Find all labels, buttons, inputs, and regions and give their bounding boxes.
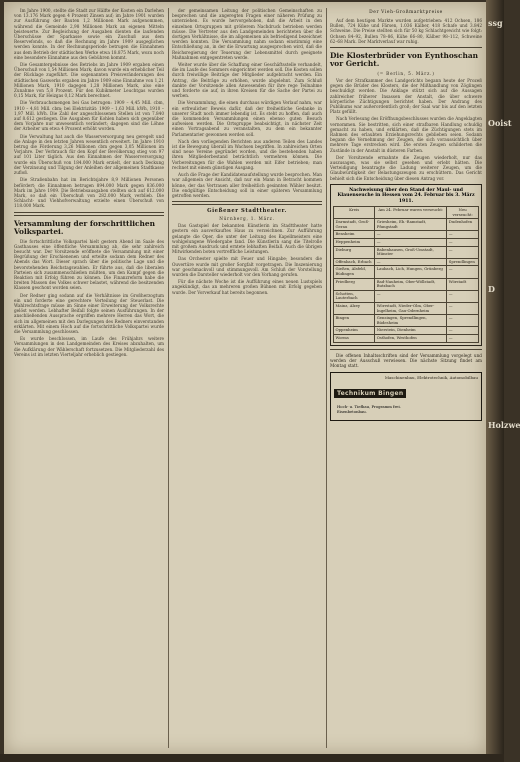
article-mid-dateline: Nürnberg, 1. März. bbox=[219, 216, 275, 222]
table-cell-kreis: Gießen, Alsfeld, Büdingen bbox=[334, 266, 375, 278]
adjacent-glyph: Holzwe bbox=[488, 420, 520, 430]
table-row bbox=[334, 278, 479, 290]
table-cell-neu: Wörstadt bbox=[447, 278, 479, 290]
table-cell-kreis: Darmstadt, Groß-Gerau bbox=[334, 219, 375, 231]
table-row bbox=[334, 246, 479, 258]
table-cell-kreis: Mainz, Alzey bbox=[334, 303, 375, 315]
table-header: Kreis bbox=[334, 207, 375, 219]
table-cell-seucht: — bbox=[375, 231, 447, 239]
notice-text: Die offenen Inhaltsschriften sind der Versammlung vorgelegt und werden der Ausschuß verwiesen. Die nächste Sitzung findet am Montag statt. bbox=[330, 352, 482, 368]
column-right bbox=[330, 8, 482, 748]
table-cell-kreis: Bensheim bbox=[334, 231, 375, 239]
column-middle bbox=[172, 8, 322, 748]
table-cell-seucht: Laubach, Lich, Hungen, Grünberg bbox=[375, 266, 447, 278]
table-cell-neu: Dudenhofen bbox=[447, 219, 479, 231]
body-text: Die Verwaltung hat auch die Wasserversorgung neu geregelt und die Anlage in den letzten Jahren wesentlich erweitert. Im Jahre 1910 betrug die Förderung 3,26 Millionen cbm gegen 3,05 Millionen im Vorjahre. Der Verbrauch für den Kopf der Bevölkerung stieg von 97 auf 101 Liter täglich. Aus den Einnahmen der Wasserversorgung wurde ein Überschuß von 184.000 Mark erzielt, der nach Deckung der Verzinsung und Tilgung der Anleihen der allgemeinen Stadtkasse zufloß. bbox=[14, 133, 164, 176]
table-cell-neu: — bbox=[447, 266, 479, 278]
table-cell-kreis: Friedberg bbox=[334, 278, 375, 290]
table-row bbox=[334, 219, 479, 231]
article-right-dateline: (= Berlin, 5. März.) bbox=[377, 71, 435, 77]
table-cell-neu: — bbox=[447, 327, 479, 335]
body-text: Das Gastspiel der bekannten Künstlerin im Stadttheater hatte gestern ein ausverkauftes Haus zu verzeichnen. Zur Aufführung gelangte die Oper, die unter der Leitung des Kapellmeisters eine wohlgelungene Wiedergabe fand. Die Künstlerin sang die Titelrolle mit großem Ausdruck und erntete lebhaften Beifall. Auch die übrigen Mitwirkenden boten vortreffliche Leistungen. bbox=[172, 223, 322, 255]
body-text: Die Versammlung, die einen durchaus würdigen Verlauf nahm, war ein erfreulicher Beweis dafür, daß der freiheitliche Gedanke in unserer Stadt noch immer lebendig ist. Es steht zu hoffen, daß auch die kommenden Versammlungen einen ebenso guten Besuch aufweisen werden. Die Ortsgruppe beabsichtigt, in nächster Zeit einen Vortragsabend zu veranstalten, zu dem ein bekannter Parlamentarier gewonnen werden soll. bbox=[172, 100, 322, 137]
adjacent-glyph: Ooist bbox=[488, 118, 512, 128]
body-text: Die Straßenbahn hat im Berichtsjahre 8,9 Millionen Personen befördert; die Einnahmen betrugen 894.000 Mark gegen 836.000 Mark im Jahre 1909. Die Betriebsausgaben stellten sich auf 612.000 Mark, so daß ein Überschuß von 282.000 Mark verblieb. Die Schlacht- und Viehhofverwaltung erzielte einen Überschuß von 118.000 Mark. bbox=[14, 177, 164, 209]
adjacent-glyph: D bbox=[488, 284, 495, 294]
table-cell-neu: — bbox=[447, 290, 479, 302]
table-row bbox=[334, 239, 479, 247]
adjacent-glyph: ssg bbox=[488, 18, 503, 28]
table-cell-neu: — bbox=[447, 303, 479, 315]
table-cell-seucht: Gensingen, Sprendlingen, Büdesheim bbox=[375, 315, 447, 327]
table-row bbox=[334, 327, 479, 335]
body-text: Die fortschrittliche Volkspartei hielt gestern Abend im Saale des Gasthauses eine öffentliche Versammlung ab, die sehr zahlreich besucht war. Der Vorsitzende eröffnete die Versammlung mit einer Begrüßung der Erschienenen und erteilte sodann dem Redner des Abends das Wort. Dieser sprach über die politische Lage und die bevorstehenden Reichstagswahlen. Er führte aus, daß die liberalen Parteien sich zusammenschließen müßten, um den Kampf gegen die Reaktion mit Erfolg führen zu können. Die Finanzreform habe die breiten Massen des Volkes schwer belastet, während die besitzenden Klassen geschont worden seien. bbox=[14, 238, 164, 291]
body-text: Für die nächste Woche ist die Aufführung eines neuen Lustspiels angekündigt, das an mehreren großen Bühnen mit Erfolg gegeben wurde. Der Vorverkauf hat bereits begonnen. bbox=[172, 279, 322, 295]
table-cell-neu: — bbox=[447, 231, 479, 239]
body-text: Der Redner ging sodann auf die Verhältnisse im Großherzogtum ein und forderte eine gerechtere Verteilung der Steuerlast. Die Wahlrechtsfrage müsse im Sinne einer Erweiterung der Volksrechte gelöst werden. Lebhafter Beifall folgte seinen Ausführungen. In der anschließenden Aussprache ergriffen mehrere Herren das Wort, die sich im allgemeinen mit den Darlegungen des Redners einverstanden erklärten. Mit einem Hoch auf die fortschrittliche Volkspartei wurde die Versammlung geschlossen. bbox=[14, 292, 164, 334]
table-cell-kreis: Bingen bbox=[334, 315, 375, 327]
table-row bbox=[334, 334, 479, 342]
table-row bbox=[334, 258, 479, 266]
body-text: Die Verbrauchsmengen bei Gas betrugen: 1909 – 4,45 Mill. cbm, 1910 – 4,81 Mill. cbm; bei Elektrizität: 1909 – 1,63 Mill. kWh, 1910 – 1,97 Mill. kWh. Die Zahl der angeschlossenen Stellen ist von 7.840 auf 8.612 gestiegen. Die Ausgaben für Kohlen haben sich gegenüber dem Vorjahre nur unwesentlich verändert; dagegen sind die Löhne der Arbeiter um etwa 4 Prozent erhöht worden. bbox=[14, 100, 164, 132]
article-mid-title: Gießener Stadttheater. bbox=[207, 208, 287, 215]
advertisement bbox=[330, 372, 482, 421]
article-right-title: Die Klosterbrüder von Eynthoschan vor Gericht. bbox=[330, 51, 478, 69]
table-cell-neu: — bbox=[447, 246, 479, 258]
body-text: Vor der Strafkammer des Landgerichts begann heute der Prozeß gegen die Brüder des Klosters, die der Mißhandlung von Zöglingen beschuldigt werden. Die Anklage stützt sich auf die Aussagen zahlreicher früherer Insassen der Anstalt, die über schwere körperliche Züchtigungen berichtet haben. Der Andrang des Publikums war außerordentlich groß; der Saal war bis auf den letzten Platz gefüllt. bbox=[330, 78, 482, 115]
table-cell-seucht: Bad-Nauheim, Ober-Wöllstadt, Butzbach bbox=[375, 278, 447, 290]
table-cell-seucht: Griesheim, Eb.-Ramstadt, Pfungstadt bbox=[375, 219, 447, 231]
column-rule bbox=[326, 8, 327, 748]
market-table bbox=[333, 206, 479, 342]
table-cell-seucht: — bbox=[375, 258, 447, 266]
table-cell-seucht: Babenhausen, Groß-Umstadt, Münster bbox=[375, 246, 447, 258]
ad-rest-text: Hoch- u. Tiefbau, Programm frei. Eisenbetonbau. bbox=[337, 404, 401, 414]
newspaper-page bbox=[4, 2, 486, 754]
table-cell-seucht: Wörrstadt, Nieder-Olm, Ober-Ingelheim, Gau-Odernheim bbox=[375, 303, 447, 315]
table-cell-seucht: Osthofen, Westhofen bbox=[375, 334, 447, 342]
table-header: Neu verseucht: bbox=[447, 207, 479, 219]
page-bottom-edge bbox=[0, 754, 504, 762]
body-text: der gemeinsamen Leitung der politischen Gemeinschaften zu besprechen und die angeregten Fragen einer näheren Prüfung zu unterziehen. Es wurde hervorgehoben, daß die Arbeit in den einzelnen Ortsgruppen mit größerem Nachdruck betrieben werden müsse. Die Vertreter aus den Landgemeinden berichteten über die dortigen Verhältnisse, die im allgemeinen als befriedigend bezeichnet werden konnten. Die Versammlung nahm sodann einstimmig eine Entschließung an, in der die Erwartung ausgesprochen wird, daß die Reichsregierung der Teuerung der Lebensmittel durch geeignete Maßnahmen entgegentreten werde. bbox=[172, 8, 322, 60]
table-cell-kreis: Schotten, Lauterbach bbox=[334, 290, 375, 302]
top-right-box-title: Der Vieh-Großmarktpreise bbox=[369, 10, 443, 15]
table-cell-kreis: Dieburg bbox=[334, 246, 375, 258]
table-cell-neu: — bbox=[447, 334, 479, 342]
body-text: Nach Verlesung des Eröffnungsbeschlusses wurden die Angeklagten vernommen. Sie bestritten, sich einer strafbaren Handlung schuldig gemacht zu haben, und erklärten, daß die Züchtigungen stets im Rahmen des erlaubten Erziehungsrechts geblieben seien. Sodann begann die Vernehmung der Zeugen, die sich voraussichtlich über mehrere Tage erstrecken wird. Die ersten Zeugen schilderten die Zustände in der Anstalt in düsteren Farben. bbox=[330, 116, 482, 153]
table-cell-kreis: Offenbach, Erbach bbox=[334, 258, 375, 266]
table-header: Am 24. Februar waren verseucht: bbox=[375, 207, 447, 219]
adjacent-page-glyphs bbox=[487, 0, 520, 762]
body-text: Der Vorsitzende ermahnte die Zeugen wiederholt, nur das auszusagen, was sie selbst gesehen und erlebt hätten. Die Verteidigung beantragte die Ladung weiterer Zeugen, um die Glaubwürdigkeit der Belastungszeugen zu erschüttern. Das Gericht behielt sich die Entscheidung über diesen Antrag vor. bbox=[330, 154, 482, 181]
table-cell-neu: Sprendlingen bbox=[447, 258, 479, 266]
body-text: Es wurde beschlossen, im Laufe des Frühjahrs weitere Versammlungen in den Landgemeinden des Kreises abzuhalten, um die Aufklärung der Wählerschaft fortzusetzen. Die Mitgliederzahl des Vereins ist im letzten Vierteljahr erheblich gestiegen. bbox=[14, 336, 164, 357]
table-cell-kreis: Heppenheim bbox=[334, 239, 375, 247]
column-left bbox=[14, 8, 164, 748]
ad-top-text: Maschinenbau, Elektrotechnik, Automobilbau bbox=[384, 375, 478, 381]
column-rule bbox=[168, 8, 169, 748]
table-cell-seucht: Nierstein, Dienheim bbox=[375, 327, 447, 335]
body-text: Weiter wurde über die Schaffung einer Geschäftsstelle verhandelt, die im Laufe des Sommers eingerichtet werden soll. Die Kosten sollen durch freiwillige Beiträge der Mitglieder aufgebracht werden. Ein Antrag, die Beiträge zu erhöhen, wurde abgelehnt. Zum Schluß dankte der Vorsitzende allen Anwesenden für ihre rege Teilnahme und forderte sie auf, in ihren Kreisen für die Sache der Partei zu werben. bbox=[172, 62, 322, 99]
table-cell-seucht: — bbox=[375, 239, 447, 247]
table-cell-neu: — bbox=[447, 239, 479, 247]
table-row bbox=[334, 231, 479, 239]
market-table-box bbox=[330, 184, 482, 346]
body-text: Im Jahre 1900, stellte die Stadt zur Hälfte der Kosten ein Darlehen von 13.176 Mark gegen 4 Prozent Zinsen auf; im Jahre 1901 wurden zur Ausführung der Bauten 1,2 Millionen Mark aufgenommen, während die Gemeinde 2,98 Millionen Mark an eigenen Mitteln beisteuerte. Zur Begleichung der Ausgaben dienten die laufenden Überschüsse der Sparkasse sowie ein Zuschuß aus dem Reservefonds, so daß die Rechnung im Jahre 1909 ausgeglichen werden konnte. In der Rechnungsperiode betrugen die Einnahmen aus dem Betrieb der städtischen Werke etwa 18.875 Mark, wozu noch eine besondere Einnahme aus den Gebühren kommt. bbox=[14, 8, 164, 60]
article-left-title: Versammlung der forschrittlichen Volkspartei. bbox=[14, 218, 156, 236]
table-cell-neu: — bbox=[447, 315, 479, 327]
table-row bbox=[334, 303, 479, 315]
body-text: Nach den vorliegenden Berichten aus anderen Teilen des Landes ist die Bewegung überall im Wachsen begriffen. In zahlreichen Orten sind neue Vereine gegründet worden, und die bestehenden haben ihren Mitgliederbestand beträchtlich vermehren können. Die Vorbereitungen für die Wahlen werden mit Eifer betrieben; man rechnet mit einem günstigen Ausgang. bbox=[172, 138, 322, 170]
table-row bbox=[334, 290, 479, 302]
ad-brand: Technikum Bingen bbox=[334, 389, 406, 398]
table-row bbox=[334, 266, 479, 278]
table-cell-seucht: — bbox=[375, 290, 447, 302]
body-text: Auf dem heutigen Markte wurden aufgetrieben: 412 Ochsen, 186 Bullen, 724 Kühe und Färsen, 1.036 Kälber, 418 Schafe und 3.842 Schweine. Die Preise stellten sich für 50 kg Schlachtgewicht wie folgt: Ochsen 84–92, Bullen 78–86, Kühe 66–80, Kälber 98–112, Schweine 62–68 Mark. Der Marktverlauf war ruhig. bbox=[330, 18, 482, 44]
table-cell-kreis: Oppenheim bbox=[334, 327, 375, 335]
body-text: Auch die Frage der Kandidatenaufstellung wurde besprochen. Man war allgemein der Ansicht, daß nur ein Mann in Betracht kommen könne, der das Vertrauen aller freiheitlich gesinnten Wähler besitzt. Die endgültige Entscheidung soll in einer späteren Versammlung getroffen werden. bbox=[172, 172, 322, 198]
table-cell-kreis: Worms bbox=[334, 334, 375, 342]
market-table-title: Nachweisung über den Stand der Maul- und Klauenseuche in Hessen vom 24. Februar bis 3. März 1911. bbox=[337, 187, 475, 204]
body-text: Das Orchester spielte mit Feuer und Hingabe; besonders die Ouvertüre wurde mit großer Sorgfalt vorgetragen. Die Inszenierung war geschmackvoll und stimmungsvoll. Am Schluß der Vorstellung wurden die Darsteller wiederholt vor den Vorhang gerufen. bbox=[172, 256, 322, 277]
table-row bbox=[334, 315, 479, 327]
body-text: Die Gesamtergebnisse des Betriebs im Jahre 1909 ergaben einen Überschuß von 1,54 Millionen Mark; davon wurde ein erheblicher Teil der Rücklage zugeführt. Die sogenannten Preisveränderungen des städtischen Gaswerks ergaben im Jahre 1909 eine Einnahme von 1,21 Millionen Mark, 1910 dagegen 1,28 Millionen Mark, also eine Zunahme von 5,8 Prozent. Für den Kubikmeter Leuchtgas wurden 0,15 Mark, für Heizgas 0,12 Mark berechnet. bbox=[14, 62, 164, 99]
